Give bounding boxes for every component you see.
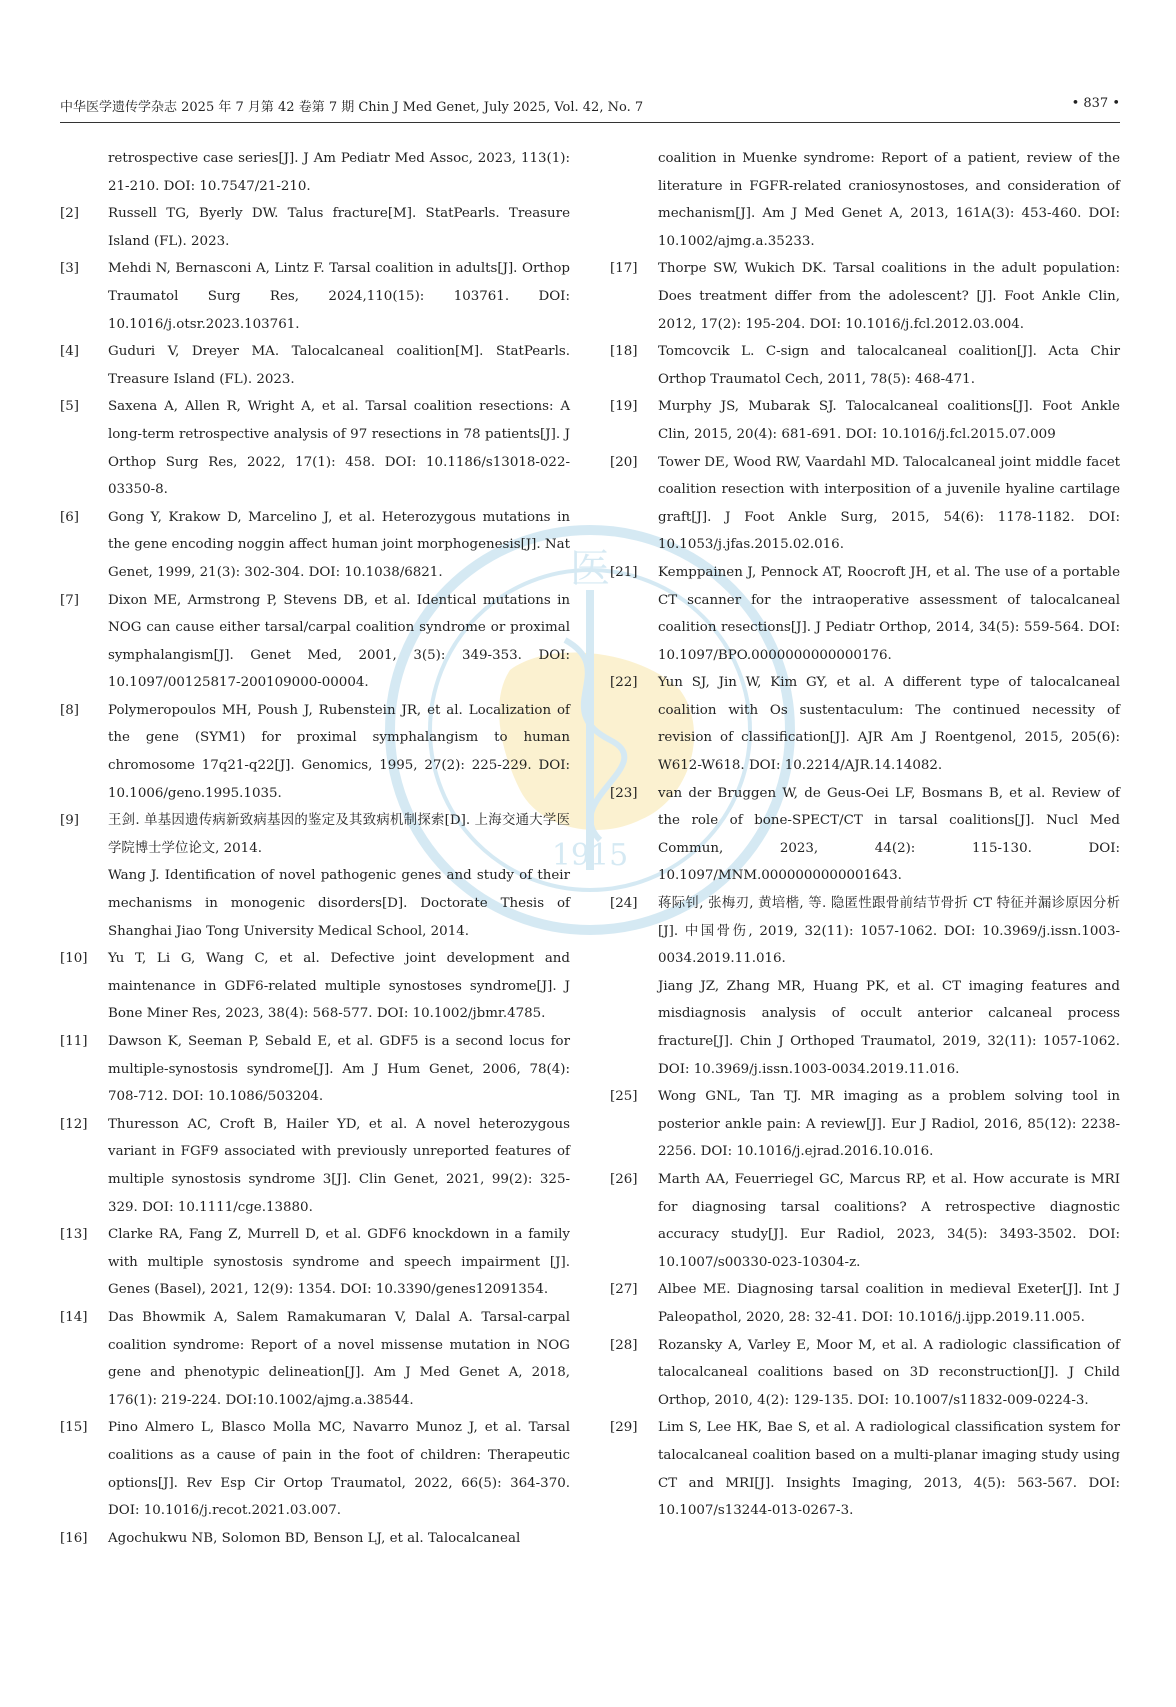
reference-item <box>60 1525 570 1553</box>
reference-number: [8] <box>60 702 79 718</box>
reference-text: Lim S, Lee HK, Bae S, et al. A radiological classification system for talocalcaneal coalition based on a multi-planar imaging study using CT and MRI[J]. Insights Imaging, 2013, 4(5): 563-567. DOI: 10.1007/s13244-013-0267-3. <box>658 1420 1120 1519</box>
page-number: • 837 • <box>1071 96 1120 111</box>
reference-number: [6] <box>60 509 79 525</box>
reference-number: [5] <box>60 399 79 415</box>
reference-number: [17] <box>610 261 638 277</box>
reference-item <box>60 255 570 338</box>
reference-text: Wong GNL, Tan TJ. MR imaging as a problem solving tool in posterior ankle pain: A review[J]. Eur J Radiol, 2016, 85(12): 2238-2256. DOI: 10.1016/j.ejrad.2016.10.016. <box>658 1089 1120 1160</box>
reference-number: [7] <box>60 592 79 608</box>
svg-text:1915: 1915 <box>551 838 629 873</box>
reference-item <box>610 559 1120 669</box>
reference-number: [9] <box>60 813 79 829</box>
references-right-column <box>610 145 1120 1525</box>
reference-item <box>60 1028 570 1111</box>
reference-item <box>610 1083 1120 1166</box>
reference-number: [18] <box>610 344 638 360</box>
reference-item <box>610 1166 1120 1276</box>
reference-text: Das Bhowmik A, Salem Ramakumaran V, Dalal A. Tarsal-carpal coalition syndrome: Report of a novel missense mutation in NOG gene and phenotypic delineation[J]. Am J Med Genet A, 2018, 176(1): 219-224. DOI:10.1002/ajmg.a.38544. <box>108 1309 570 1408</box>
reference-number: [23] <box>610 785 638 801</box>
reference-number: [10] <box>60 951 88 967</box>
reference-number: [28] <box>610 1337 638 1353</box>
reference-number: [26] <box>610 1171 638 1187</box>
reference-number: [27] <box>610 1282 638 1298</box>
reference-item <box>610 1414 1120 1524</box>
reference-text: Yun SJ, Jin W, Kim GY, et al. A different type of talocalcaneal coalition with Os sustentaculum: The continued necessity of revision of classification[J]. AJR Am J Roentgenol, 2015, 205(6): W612-W618. DOI: 10.2214/AJR.14.14082. <box>658 675 1120 774</box>
reference-text: Yu T, Li G, Wang C, et al. Defective joint development and maintenance in GDF6-related multiple synostoses syndrome[J]. J Bone Miner Res, 2023, 38(4): 568-577. DOI: 10.1002/jbmr.4785. <box>108 951 570 1022</box>
reference-item <box>60 200 570 255</box>
reference-item <box>60 587 570 697</box>
reference-text: Rozansky A, Varley E, Moor M, et al. A radiologic classification of talocalcaneal coalitions based on 3D reconstruction[J]. J Child Orthop, 2010, 4(2): 129-135. DOI: 10.1007/s11832-009-0224-3. <box>658 1337 1120 1408</box>
reference-item <box>610 338 1120 393</box>
reference-number: [16] <box>60 1530 88 1546</box>
reference-text: Agochukwu NB, Solomon BD, Benson LJ, et al. Talocalcaneal <box>108 1530 521 1546</box>
reference-text: Saxena A, Allen R, Wright A, et al. Tarsal coalition resections: A long-term retrospective analysis of 97 resections in 78 patients[J]. J Orthop Surg Res, 2022, 17(1): 458. DOI: 10.1186/s13018-022-03350-8. <box>108 399 570 498</box>
reference-text: Gong Y, Krakow D, Marcelino J, et al. Heterozygous mutations in the gene encoding noggin affect human joint morphogenesis[J]. Nat Genet, 1999, 21(3): 302-304. DOI: 10.1038/6821. <box>108 509 570 580</box>
reference-item <box>60 807 570 945</box>
reference-item <box>60 504 570 587</box>
reference-item <box>60 393 570 503</box>
reference-text: Marth AA, Feuerriegel GC, Marcus RP, et al. How accurate is MRI for diagnosing tarsal coalitions? A retrospective diagnostic accuracy study[J]. Eur Radiol, 2023, 34(5): 3493-3502. DOI: 10.1007/s00330-023-10304-z. <box>658 1171 1120 1270</box>
reference-number: [11] <box>60 1034 88 1049</box>
reference-text: 蒋际钊, 张梅刃, 黄培楷, 等. 隐匿性跟骨前结节骨折 CT 特征并漏诊原因分析[J]. 中国骨伤, 2019, 32(11): 1057-1062. DOI: 10.3969/j.issn.1003-0034.2019.11.016. <box>658 896 1120 967</box>
reference-number: [24] <box>610 896 638 912</box>
reference-number: [21] <box>610 564 638 580</box>
reference-item <box>60 145 570 200</box>
reference-text: Murphy JS, Mubarak SJ. Talocalcaneal coalitions[J]. Foot Ankle Clin, 2015, 20(4): 681-691. DOI: 10.1016/j.fcl.2015.07.009 <box>658 399 1120 442</box>
reference-text: Albee ME. Diagnosing tarsal coalition in medieval Exeter[J]. Int J Paleopathol, 2020, 28: 32-41. DOI: 10.1016/j.ijpp.2019.11.005. <box>658 1282 1120 1325</box>
reference-text: 王剑. 单基因遗传病新致病基因的鉴定及其致病机制探索[D]. 上海交通大学医学院博士学位论文, 2014. <box>108 813 570 856</box>
reference-number: [12] <box>60 1116 88 1132</box>
reference-number: [19] <box>610 399 638 415</box>
reference-item <box>60 1111 570 1221</box>
reference-text: Dawson K, Seeman P, Sebald E, et al. GDF5 is a second locus for multiple-synostosis syndrome[J]. Am J Hum Genet, 2006, 78(4): 708-712. DOI: 10.1086/503204. <box>108 1034 570 1105</box>
reference-item <box>60 697 570 807</box>
reference-number: [29] <box>610 1420 638 1436</box>
reference-text: Pino Almero L, Blasco Molla MC, Navarro Munoz J, et al. Tarsal coalitions as a cause of pain in the foot of children: Therapeutic options[J]. Rev Esp Cir Ortop Traumatol, 2022, 66(5): 364-370. DOI: 10.1016/j.recot.2021.03.007. <box>108 1420 570 1519</box>
reference-item <box>60 1221 570 1304</box>
reference-number: [2] <box>60 206 79 222</box>
reference-item <box>610 393 1120 448</box>
references-left-column <box>60 145 570 1552</box>
header-divider <box>60 122 1120 123</box>
reference-item <box>610 1332 1120 1415</box>
reference-item <box>610 780 1120 890</box>
reference-item <box>610 1276 1120 1331</box>
reference-text: Thuresson AC, Croft B, Hailer YD, et al. A novel heterozygous variant in FGF9 associated with previously unreported features of multiple synostosis syndrome 3[J]. Clin Genet, 2021, 99(2): 325-329. DOI: 10.1111/cge.13880. <box>108 1116 570 1215</box>
reference-number: [4] <box>60 344 79 360</box>
reference-number: [20] <box>610 454 638 470</box>
reference-translation: Wang J. Identification of novel pathogenic genes and study of their mechanisms in monogenic disorders[D]. Doctorate Thesis of Shanghai Jiao Tong University Medical School, 2014. <box>108 868 570 939</box>
reference-number: [3] <box>60 261 79 277</box>
reference-text: Tomcovcik L. C-sign and talocalcaneal coalition[J]. Acta Chir Orthop Traumatol Cech, 2011, 78(5): 468-471. <box>658 344 1120 387</box>
reference-text: retrospective case series[J]. J Am Pediatr Med Assoc, 2023, 113(1): 21-210. DOI: 10.7547/21-210. <box>108 151 570 194</box>
reference-item <box>610 669 1120 779</box>
reference-text: coalition in Muenke syndrome: Report of a patient, review of the literature in FGFR-related craniosynostoses, and consideration of mechanism[J]. Am J Med Genet A, 2013, 161A(3): 453-460. DOI: 10.1002/ajmg.a.35233. <box>658 151 1120 249</box>
running-header <box>60 96 1120 116</box>
reference-item <box>610 449 1120 559</box>
reference-item <box>60 1304 570 1414</box>
reference-text: Russell TG, Byerly DW. Talus fracture[M]. StatPearls. Treasure Island (FL). 2023. <box>108 206 570 249</box>
reference-item <box>60 945 570 1028</box>
reference-text: Kemppainen J, Pennock AT, Roocroft JH, et al. The use of a portable CT scanner for the intraoperative assessment of talocalcaneal coalition resections[J]. J Pediatr Orthop, 2014, 34(5): 559-564. DOI: 10.1097/BPO.0000000000000176. <box>658 564 1120 663</box>
reference-item <box>610 255 1120 338</box>
reference-item <box>610 145 1120 255</box>
journal-info: 中华医学遗传学杂志 2025 年 7 月第 42 卷第 7 期 Chin J Med Genet, July 2025, Vol. 42, No. 7 <box>60 100 644 115</box>
reference-translation: Jiang JZ, Zhang MR, Huang PK, et al. CT imaging features and misdiagnosis analysis of occult anterior calcaneal process fracture[J]. Chin J Orthoped Traumatol, 2019, 32(11): 1057-1062. DOI: 10.3969/j.issn.1003-0034.2019.11.016. <box>658 978 1120 1077</box>
reference-text: Mehdi N, Bernasconi A, Lintz F. Tarsal coalition in adults[J]. Orthop Traumatol Surg Res, 2024,110(15): 103761. DOI: 10.1016/j.otsr.2023.103761. <box>108 261 570 332</box>
reference-text: Guduri V, Dreyer MA. Talocalcaneal coalition[M]. StatPearls. Treasure Island (FL). 2023. <box>108 344 570 387</box>
reference-number: [22] <box>610 675 638 691</box>
reference-text: Tower DE, Wood RW, Vaardahl MD. Talocalcaneal joint middle facet coalition resection with interposition of a juvenile hyaline cartilage graft[J]. J Foot Ankle Surg, 2015, 54(6): 1178-1182. DOI: 10.1053/j.jfas.2015.02.016. <box>658 454 1120 553</box>
reference-text: Thorpe SW, Wukich DK. Tarsal coalitions in the adult population: Does treatment differ from the adolescent? [J]. Foot Ankle Clin, 2012, 17(2): 195-204. DOI: 10.1016/j.fcl.2012.03.004. <box>658 261 1120 332</box>
svg-text:医: 医 <box>570 546 610 592</box>
reference-item <box>610 890 1120 1083</box>
reference-number: [25] <box>610 1089 638 1105</box>
reference-text: Dixon ME, Armstrong P, Stevens DB, et al. Identical mutations in NOG can cause either tarsal/carpal coalition syndrome or proximal symphalangism[J]. Genet Med, 2001, 3(5): 349-353. DOI: 10.1097/00125817-200109000-00004. <box>108 592 570 691</box>
reference-item <box>60 1414 570 1524</box>
reference-text: van der Bruggen W, de Geus-Oei LF, Bosmans B, et al. Review of the role of bone-SPECT/CT in tarsal coalitions[J]. Nucl Med Commun, 2023, 44(2): 115-130. DOI: 10.1097/MNM.0000000000001643. <box>658 785 1120 884</box>
reference-number: [13] <box>60 1227 88 1243</box>
reference-text: Clarke RA, Fang Z, Murrell D, et al. GDF6 knockdown in a family with multiple synostosis syndrome and speech impairment [J]. Genes (Basel), 2021, 12(9): 1354. DOI: 10.3390/genes12091354. <box>108 1227 570 1298</box>
reference-item <box>60 338 570 393</box>
reference-number: [15] <box>60 1420 88 1436</box>
reference-number: [14] <box>60 1309 88 1325</box>
reference-text: Polymeropoulos MH, Poush J, Rubenstein JR, et al. Localization of the gene (SYM1) for proximal symphalangism to human chromosome 17q21-q22[J]. Genomics, 1995, 27(2): 225-229. DOI: 10.1006/geno.1995.1035. <box>108 702 570 801</box>
